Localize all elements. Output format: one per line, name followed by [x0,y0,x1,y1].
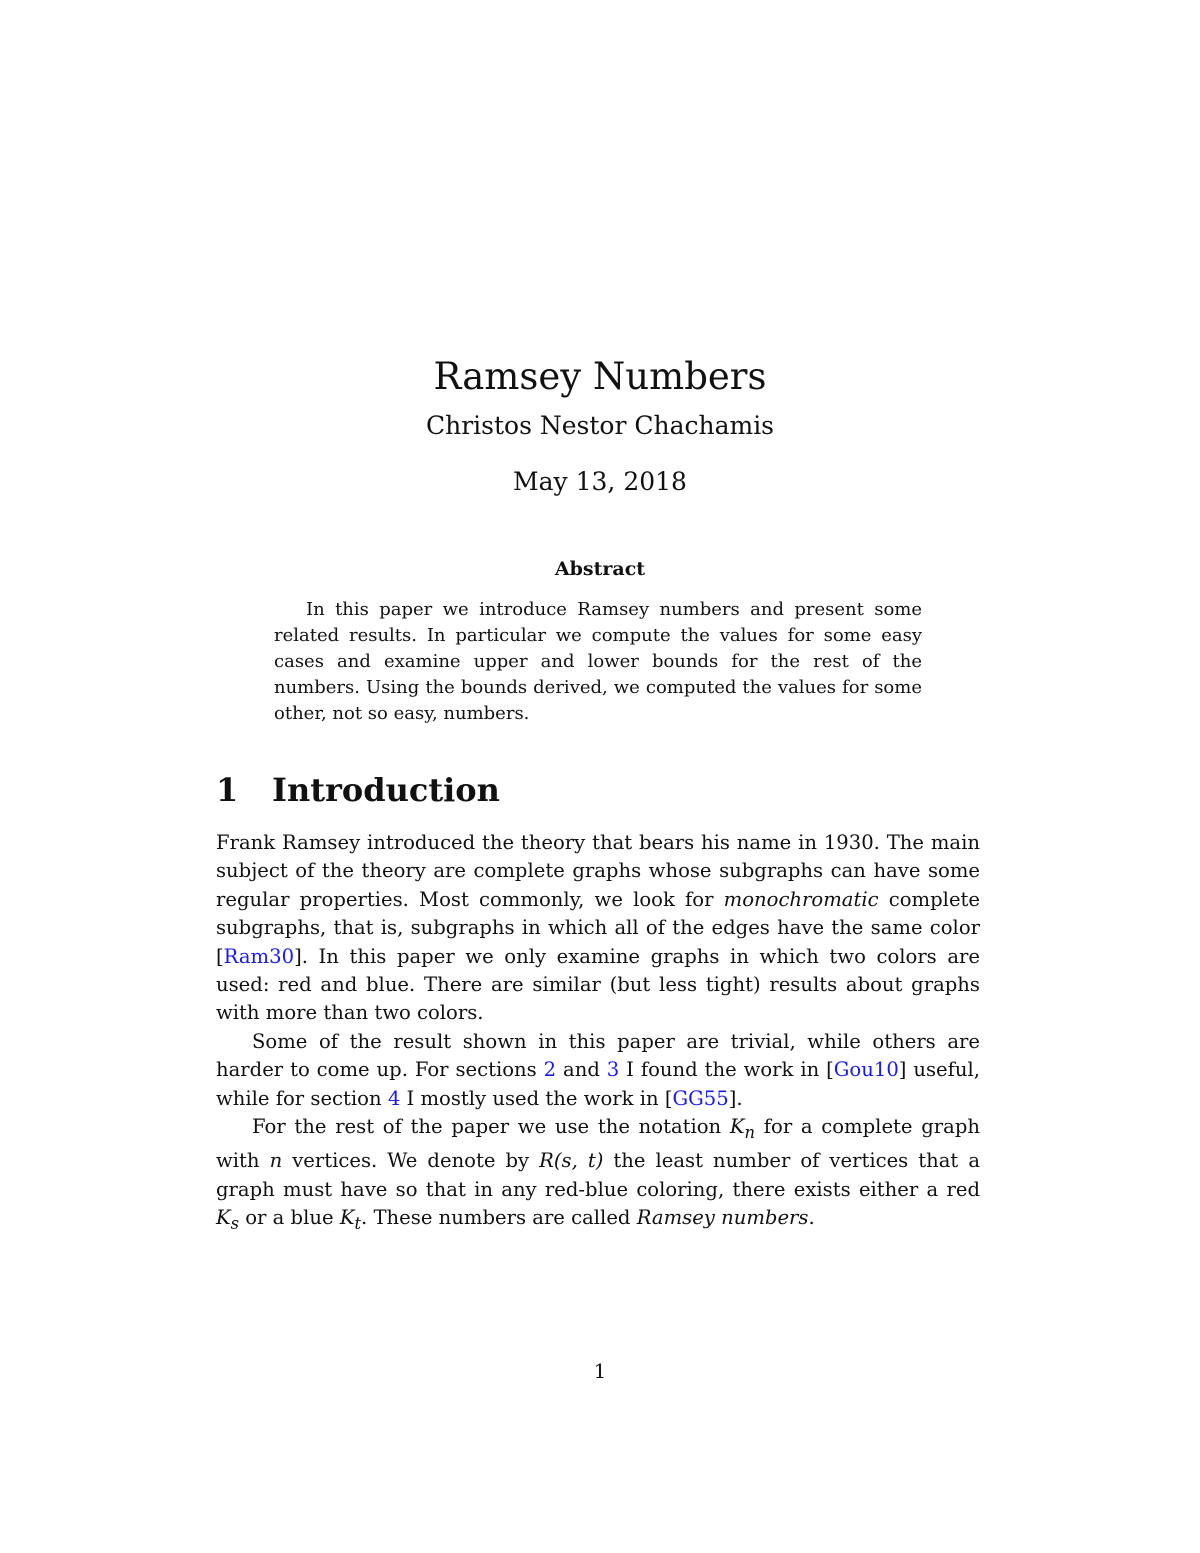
paragraph-1: Frank Ramsey introduced the theory that bears his name in 1930. The main subject of the theory are complete graphs whose subgraphs can have some regular properties. Most commonly, we look for monochromatic complete subgraphs, that is, subgraphs in which all of the edges have the same color [Ram30]. In this paper we only examine graphs in which two colors are used: red and blue. There are similar (but less tight) results about graphs with more than two colors. [216,831,981,1025]
math-r-s-t: R(s, t) [539,1149,604,1173]
abstract-body [274,597,922,727]
paragraph-3: For the rest of the paper we use the notation $K_n$ for a complete graph with n vertices. We denote by R(s, t) the least number of vertices that a graph must have so that in any red-blue coloring, there exists either a red $K_s$ or a blue $K_t$. These numbers are called Ramsey numbers. [216,1115,981,1234]
paper-title: Ramsey Numbers [433,354,767,398]
emphasis-ramsey-numbers: Ramsey numbers [636,1206,809,1230]
citation-link-gg55[interactable]: GG55 [672,1086,729,1110]
math-n: n [269,1149,283,1173]
math-k-t: $K_t$ [339,1206,362,1234]
paper-date: May 13, 2018 [513,467,687,496]
introduction-body [216,829,980,1239]
section-ref-link-3[interactable]: 3 [606,1058,620,1082]
section-number: 1 [216,771,239,809]
section-ref-link-4[interactable]: 4 [387,1086,401,1110]
section-ref-link-2[interactable]: 2 [543,1058,557,1082]
math-k-s: $K_s$ [216,1206,240,1234]
page-number: 1 [593,1359,607,1383]
section-heading-introduction [216,768,986,812]
citation-link-ram30[interactable]: Ram30 [223,944,295,968]
abstract-heading: Abstract [554,558,646,580]
abstract-text: In this paper we introduce Ramsey numbers and present some related results. In particular we compute the values for some easy cases and examine upper and lower bounds for the rest of the numbers. Using the bounds derived, we computed the values for some other, not so easy, numbers. [274,599,922,724]
paragraph-2: Some of the result shown in this paper are trivial, while others are harder to come up. For sections 2 and 3 I found the work in [Gou10] useful, while for section 4 I mostly used the work in [GG55]. [216,1029,980,1110]
emphasis-monochromatic: monochromatic [723,887,879,911]
citation-link-gou10[interactable]: Gou10 [833,1058,899,1082]
section-title: Introduction [272,771,500,809]
math-k-n: $K_n$ [729,1115,756,1142]
author-name: Christos Nestor Chachamis [425,411,775,440]
